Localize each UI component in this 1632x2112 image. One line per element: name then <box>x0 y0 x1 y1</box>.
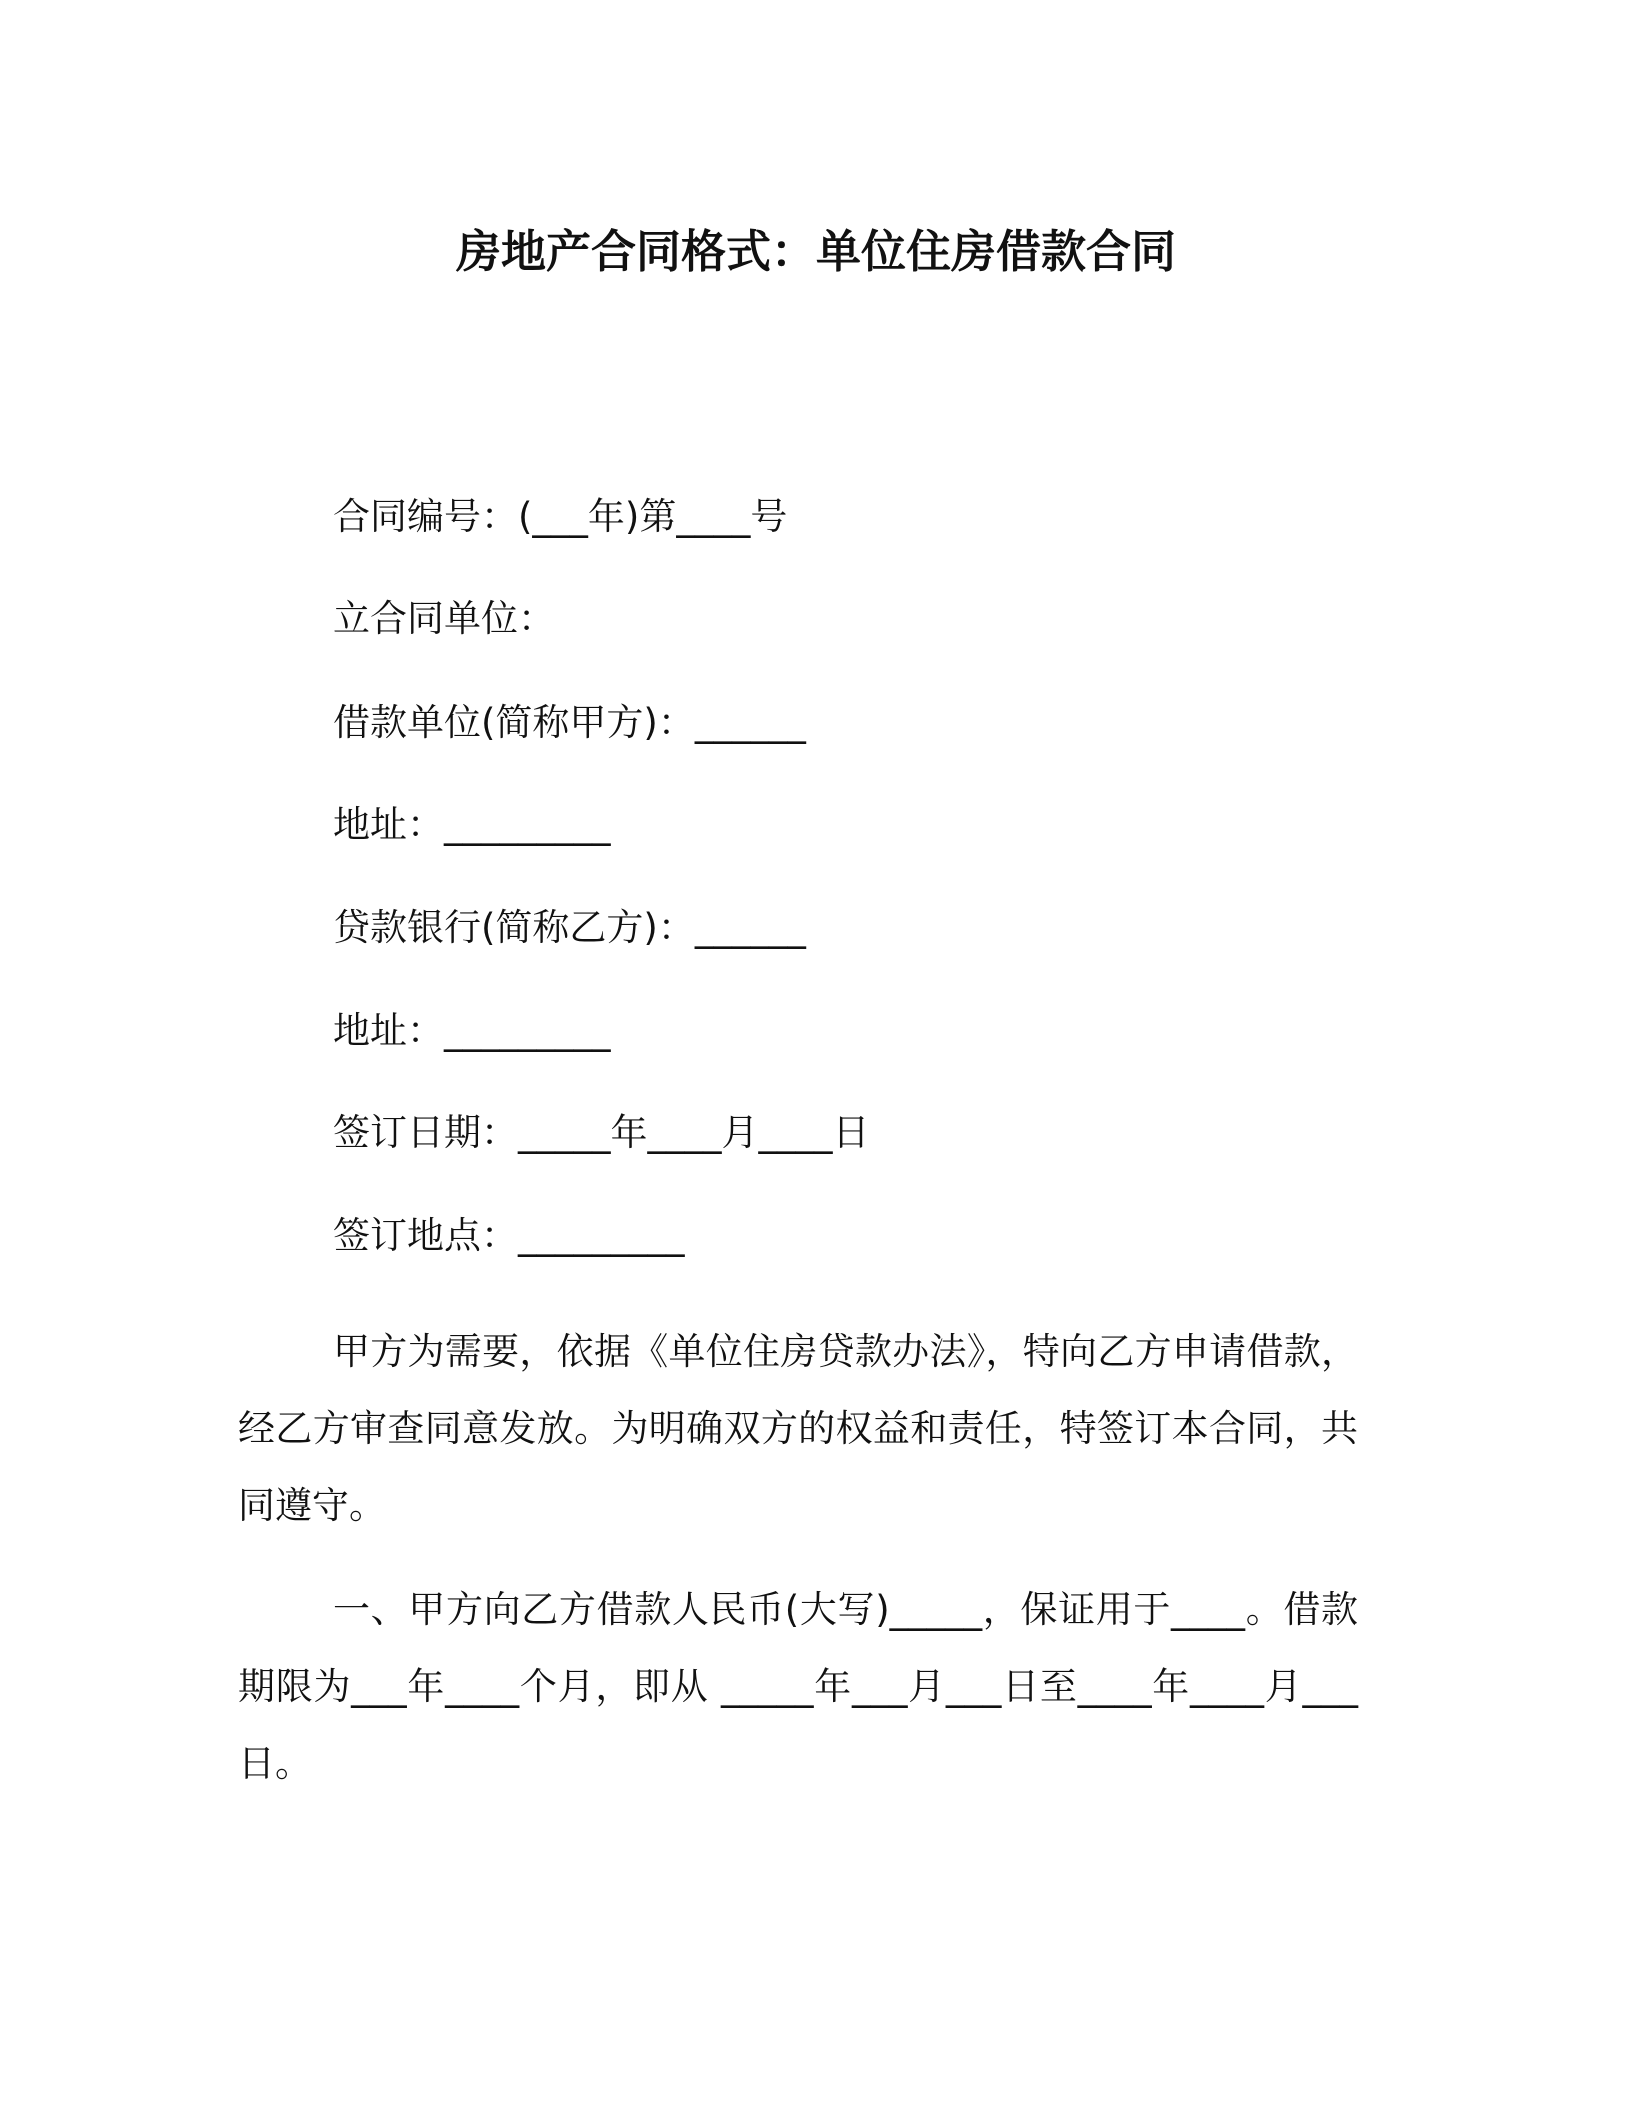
lender-line: 贷款银行(简称乙方)：______ <box>333 906 806 949</box>
borrower-address-line: 地址：_________ <box>333 803 611 846</box>
lender-address-line: 地址：_________ <box>333 1009 611 1052</box>
contracting-parties-heading: 立合同单位： <box>333 597 555 640</box>
contract-number-line: 合同编号：(___年)第____号 <box>333 495 788 538</box>
signing-place-line: 签订地点：_________ <box>333 1214 685 1257</box>
document-title: 房地产合同格式：单位住房借款合同 <box>455 225 1176 278</box>
article-one-paragraph: 一、甲方向乙方借款人民币(大写)_____，保证用于____。借款期限为___年____个月，即从 _____年___月___日至____年____月___日。 <box>238 1588 1358 1785</box>
borrower-line: 借款单位(简称甲方)：______ <box>333 701 806 744</box>
signing-date-line: 签订日期：_____年____月____日 <box>333 1111 870 1154</box>
preamble-paragraph: 甲方为需要，依据《单位住房贷款办法》，特向乙方申请借款，经乙方审查同意发放。为明确双方的权益和责任，特签订本合同，共同遵守。 <box>238 1330 1358 1527</box>
